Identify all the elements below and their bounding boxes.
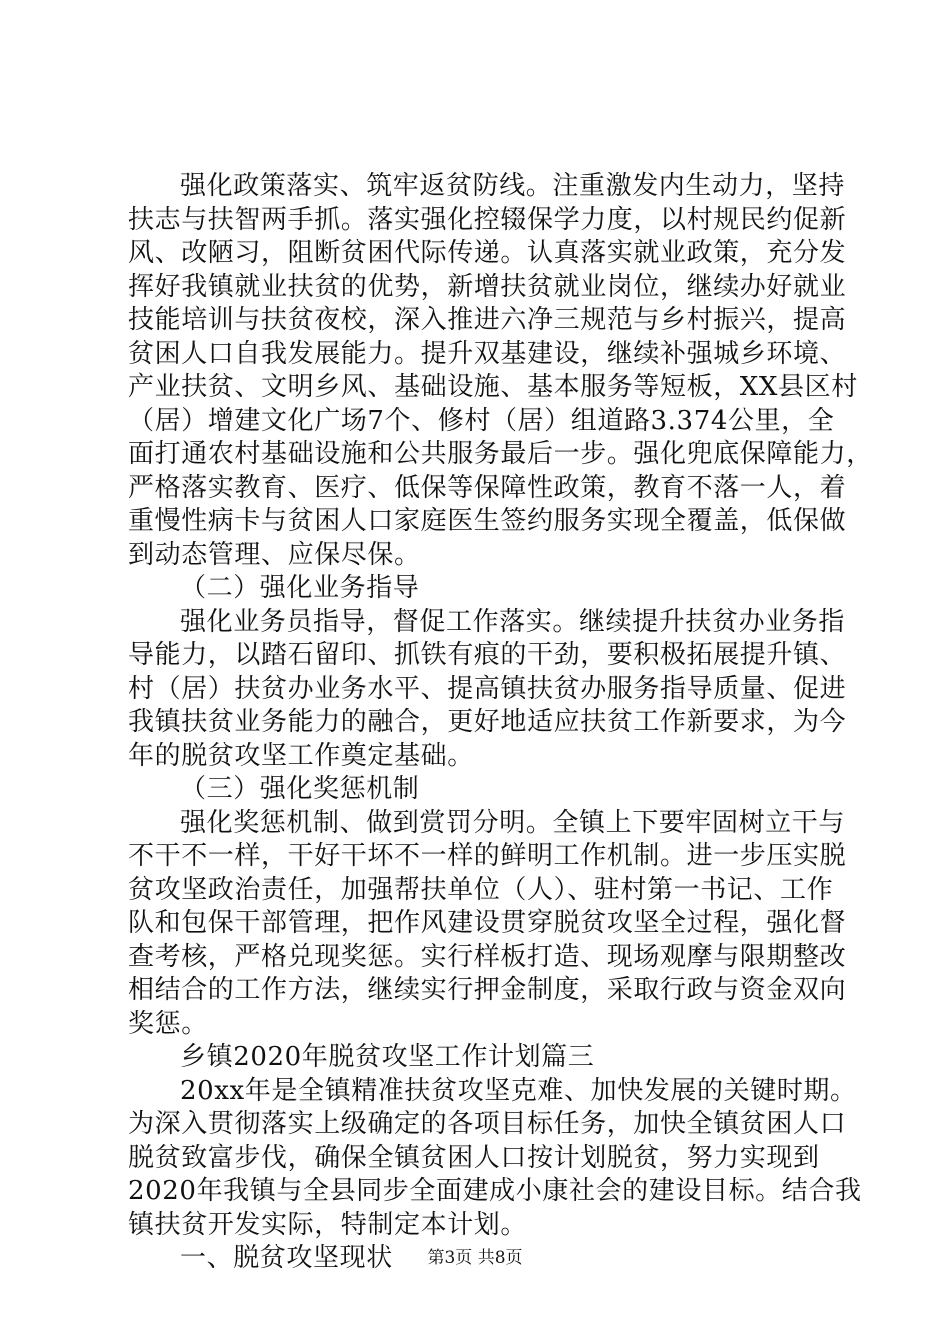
text-line: 相结合的工作方法，继续实行押金制度，采取行政与资金双向: [128, 975, 847, 1005]
text-line: 挥好我镇就业扶贫的优势，新增扶贫就业岗位，继续办好就业: [128, 271, 847, 302]
text-line: 技能培训与扶贫夜校，深入推进六净三规范与乡村振兴，提高: [128, 305, 847, 335]
text-line: 面打通农村基础设施和公共服务最后一步。强化兜底保障能力，: [128, 439, 873, 469]
text-line: 导能力，以踏石留印、抓铁有痕的干劲，要积极拓展提升镇、: [128, 640, 847, 670]
text-line: 年的脱贫攻坚工作奠定基础。: [128, 740, 474, 771]
text-line: 不干不一样，干好干坏不一样的鲜明工作机制。进一步压实脱: [128, 841, 847, 871]
text-line: 队和包保干部管理，把作风建设贯穿脱贫攻坚全过程，强化督: [128, 908, 847, 938]
text-line: 查考核，严格兑现奖惩。实行样板打造、现场观摩与限期整改: [128, 941, 847, 972]
text-line: 2020年我镇与全县同步全面建成小康社会的建设目标。结合我: [128, 1176, 862, 1206]
text-line: 重慢性病卡与贫困人口家庭医生签约服务实现全覆盖，低保做: [128, 506, 847, 536]
text-line: 为深入贯彻落实上级确定的各项目标任务，加快全镇贫困人口: [128, 1109, 847, 1139]
text-line: 到动态管理、应保尽保。: [128, 539, 421, 570]
text-line: （二）强化业务指导: [180, 573, 420, 603]
text-line: 扶志与扶智两手抓。落实强化控辍保学力度，以村规民约促新: [128, 204, 847, 235]
text-line: 强化业务员指导，督促工作落实。继续提升扶贫办业务指: [180, 606, 846, 637]
text-line: （居）增建文化广场7个、修村（居）组道路3.374公里，全: [128, 405, 835, 436]
page-footer: 第3页 共8页: [427, 1248, 523, 1268]
text-line: 强化政策落实、筑牢返贫防线。注重激发内生动力，坚持: [180, 171, 846, 201]
document-body: [128, 170, 873, 1276]
text-line: 镇扶贫开发实际，特制定本计划。: [128, 1209, 528, 1240]
text-line: 产业扶贫、文明乡风、基础设施、基本服务等短板，XX县区村: [128, 372, 858, 402]
text-line: 贫攻坚政治责任，加强帮扶单位（人）、驻村第一书记、工作: [128, 874, 834, 905]
text-line: 一、脱贫攻坚现状: [180, 1243, 393, 1273]
text-line: 贫困人口自我发展能力。提升双基建设，继续补强城乡环境、: [128, 338, 847, 369]
text-line: 奖惩。: [128, 1008, 208, 1039]
text-line: 20xx年是全镇精准扶贫攻坚克难、加快发展的关键时期。: [180, 1075, 857, 1106]
text-line: 乡镇2020年脱贫攻坚工作计划篇三: [180, 1042, 595, 1072]
text-line: 风、改陋习，阻断贫困代际传递。认真落实就业政策，充分发: [128, 238, 847, 268]
text-line: 我镇扶贫业务能力的融合，更好地适应扶贫工作新要求，为今: [128, 707, 847, 737]
text-line: 强化奖惩机制、做到赏罚分明。全镇上下要牢固树立干与: [180, 807, 846, 838]
text-line: 村（居）扶贫办业务水平、提高镇扶贫办服务指导质量、促进: [128, 673, 847, 704]
text-line: 严格落实教育、医疗、低保等保障性政策，教育不落一人，着: [128, 472, 847, 503]
text-line: 脱贫致富步伐，确保全镇贫困人口按计划脱贫，努力实现到: [128, 1142, 820, 1173]
text-line: （三）强化奖惩机制: [180, 774, 420, 804]
